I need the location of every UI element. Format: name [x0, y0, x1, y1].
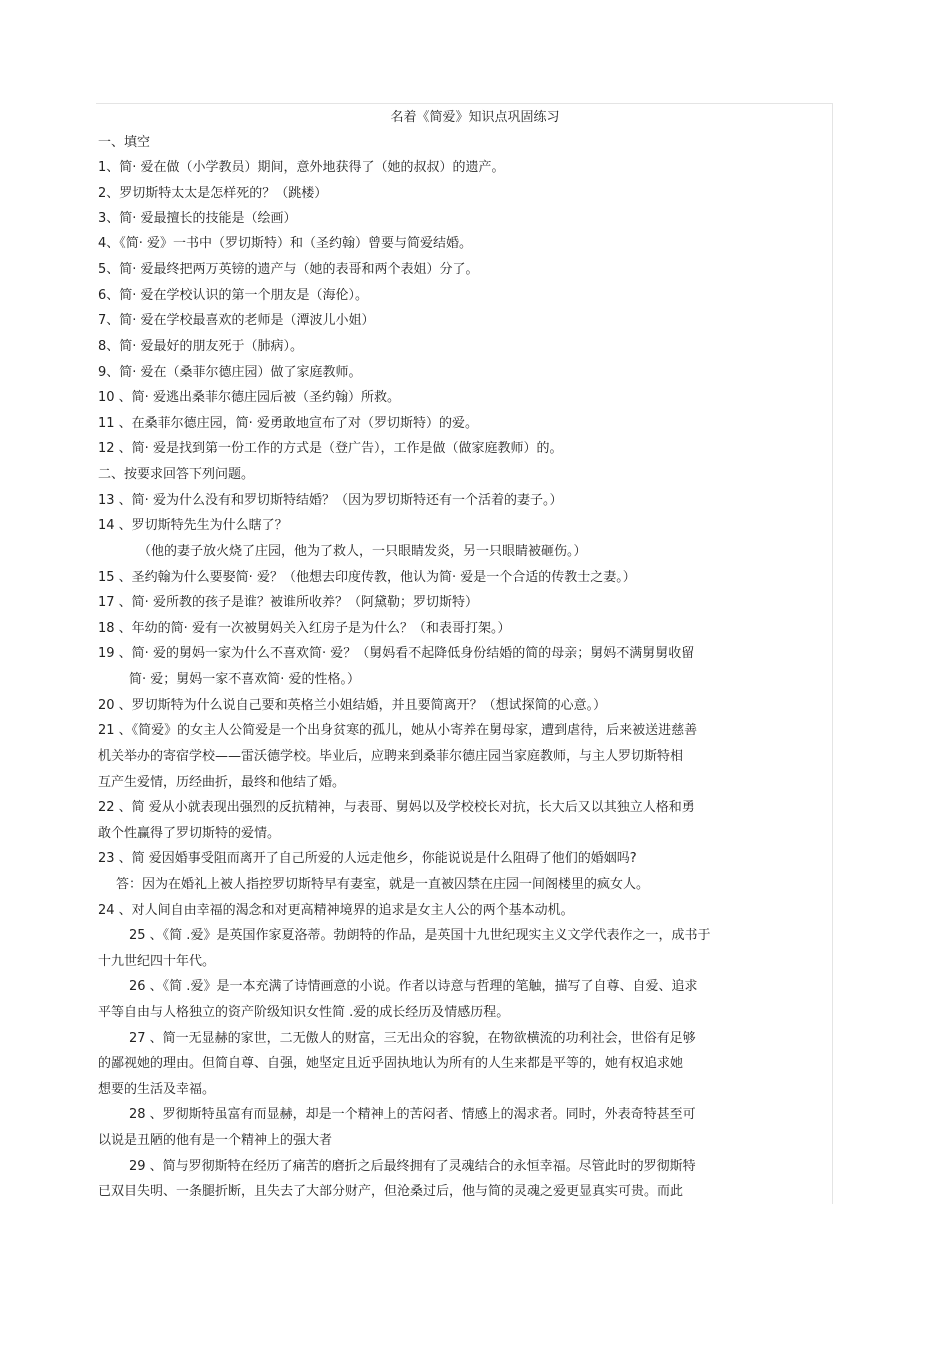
- text-line: 22 、简 爱从小就表现出强烈的反抗精神，与表哥、舅妈以及学校校长对抗，长大后又以其独立人格和勇: [98, 800, 695, 815]
- text-line: 8、简· 爱最好的朋友死于（肺病）。: [98, 339, 304, 354]
- text-line: 26 、《简 .爱》是一本充满了诗情画意的小说。作者以诗意与哲理的笔触，描写了自尊、自爱、追求: [129, 979, 698, 994]
- text-line: 10 、简· 爱逃出桑菲尔德庄园后被（圣约翰）所救。: [98, 390, 400, 405]
- text-line: 24 、对人间自由幸福的渴念和对更高精神境界的追求是女主人公的两个基本动机。: [98, 903, 574, 918]
- text-line: 6、简· 爱在学校认识的第一个朋友是（海伦）。: [98, 288, 369, 303]
- text-line: 互产生爱情，历经曲折，最终和他结了婚。: [98, 775, 346, 790]
- document-title: 名着《简爱》知识点巩固练习: [390, 110, 560, 125]
- text-line: 敢个性赢得了罗切斯特的爱情。: [98, 826, 281, 841]
- text-line: 5、简· 爱最终把两万英镑的遗产与（她的表哥和两个表姐）分了。: [98, 262, 479, 277]
- text-line: 29 、简与罗彻斯特在经历了痛苦的磨折之后最终拥有了灵魂结合的永恒幸福。尽管此时的罗彻斯特: [129, 1159, 696, 1174]
- text-line: 9、简· 爱在（桑菲尔德庄园）做了家庭教师。: [98, 365, 362, 380]
- text-line: 答：因为在婚礼上被人指控罗切斯特早有妻室，就是一直被囚禁在庄园一间阁楼里的疯女人。: [116, 877, 650, 892]
- text-line: 十九世纪四十年代。: [98, 954, 216, 969]
- text-line: 3、简· 爱最擅长的技能是（绘画）: [98, 211, 297, 226]
- text-line: 的鄙视她的理由。但简自尊、自强，她坚定且近乎固执地认为所有的人生来都是平等的，她有权追求她: [98, 1056, 684, 1071]
- text-line: 7、简· 爱在学校最喜欢的老师是（潭波儿小姐）: [98, 313, 375, 328]
- section-heading: 一、填空: [98, 135, 151, 150]
- text-line: 简· 爱；舅妈一家不喜欢简· 爱的性格。）: [129, 672, 361, 687]
- text-line: 已双目失明、一条腿折断，且失去了大部分财产，但沧桑过后，他与简的灵魂之爱更显真实可贵。而此: [98, 1184, 684, 1199]
- text-line: 19 、简· 爱的舅妈一家为什么不喜欢简· 爱？（舅妈看不起降低身份结婚的简的母亲；舅妈不满舅舅收留: [98, 646, 695, 661]
- text-line: 15 、圣约翰为什么要娶简· 爱？（他想去印度传教，他认为简· 爱是一个合适的传教士之妻。）: [98, 570, 636, 585]
- section-heading: 二、按要求回答下列问题。: [98, 467, 255, 482]
- text-line: 平等自由与人格独立的资产阶级知识女性简 .爱的成长经历及情感历程。: [98, 1005, 510, 1020]
- text-line: 1、简· 爱在做（小学教员）期间，意外地获得了（她的叔叔）的遗产。: [98, 160, 505, 175]
- text-line: 13 、简· 爱为什么没有和罗切斯特结婚？（因为罗切斯特还有一个活着的妻子。）: [98, 493, 563, 508]
- text-line: 23 、简 爱因婚事受阻而离开了自己所爱的人远走他乡，你能说说是什么阻碍了他们的婚姻吗?: [98, 851, 637, 866]
- text-line: 21 、《简爱》的女主人公简爱是一个出身贫寒的孤儿，她从小寄养在舅母家，遭到虐待，后来被送进慈善: [98, 723, 698, 738]
- text-line: 27 、简一无显赫的家世，二无傲人的财富，三无出众的容貌，在物欲横流的功利社会，世俗有足够: [129, 1031, 696, 1046]
- text-line: 25 、《简 .爱》是英国作家夏洛蒂。勃朗特的作品，是英国十九世纪现实主义文学代表作之一，成书于: [129, 928, 711, 943]
- text-line: 11 、在桑菲尔德庄园，简· 爱勇敢地宣布了对（罗切斯特）的爱。: [98, 416, 478, 431]
- text-line: 机关举办的寄宿学校——雷沃德学校。毕业后，应聘来到桑菲尔德庄园当家庭教师，与主人罗切斯特相: [98, 749, 684, 764]
- text-line: 17 、简· 爱所教的孩子是谁？被谁所收养？（阿黛勒；罗切斯特）: [98, 595, 478, 610]
- text-line: 14 、罗切斯特先生为什么瞎了？: [98, 518, 288, 533]
- text-line: 18 、年幼的简· 爱有一次被舅妈关入红房子是为什么？（和表哥打架。）: [98, 621, 511, 636]
- text-line: 20 、罗切斯特为什么说自己要和英格兰小姐结婚，并且要简离开？（想试探简的心意。）: [98, 698, 607, 713]
- text-line: 以说是丑陋的他有是一个精神上的强大者: [98, 1133, 333, 1148]
- text-line: （他的妻子放火烧了庄园，他为了救人，一只眼睛发炎，另一只眼睛被砸伤。）: [138, 544, 587, 559]
- text-line: 2、罗切斯特太太是怎样死的？（跳楼）: [98, 186, 328, 201]
- text-line: 28 、罗彻斯特虽富有而显赫，却是一个精神上的苦闷者、情感上的渴求者。同时，外表奇特甚至可: [129, 1107, 696, 1122]
- text-line: 12 、简· 爱是找到第一份工作的方式是（登广告），工作是做（做家庭教师）的。: [98, 441, 563, 456]
- text-line: 想要的生活及幸福。: [98, 1082, 216, 1097]
- text-line: 4、《简· 爱》一书中（罗切斯特）和（圣约翰）曾要与简爱结婚。: [98, 236, 473, 251]
